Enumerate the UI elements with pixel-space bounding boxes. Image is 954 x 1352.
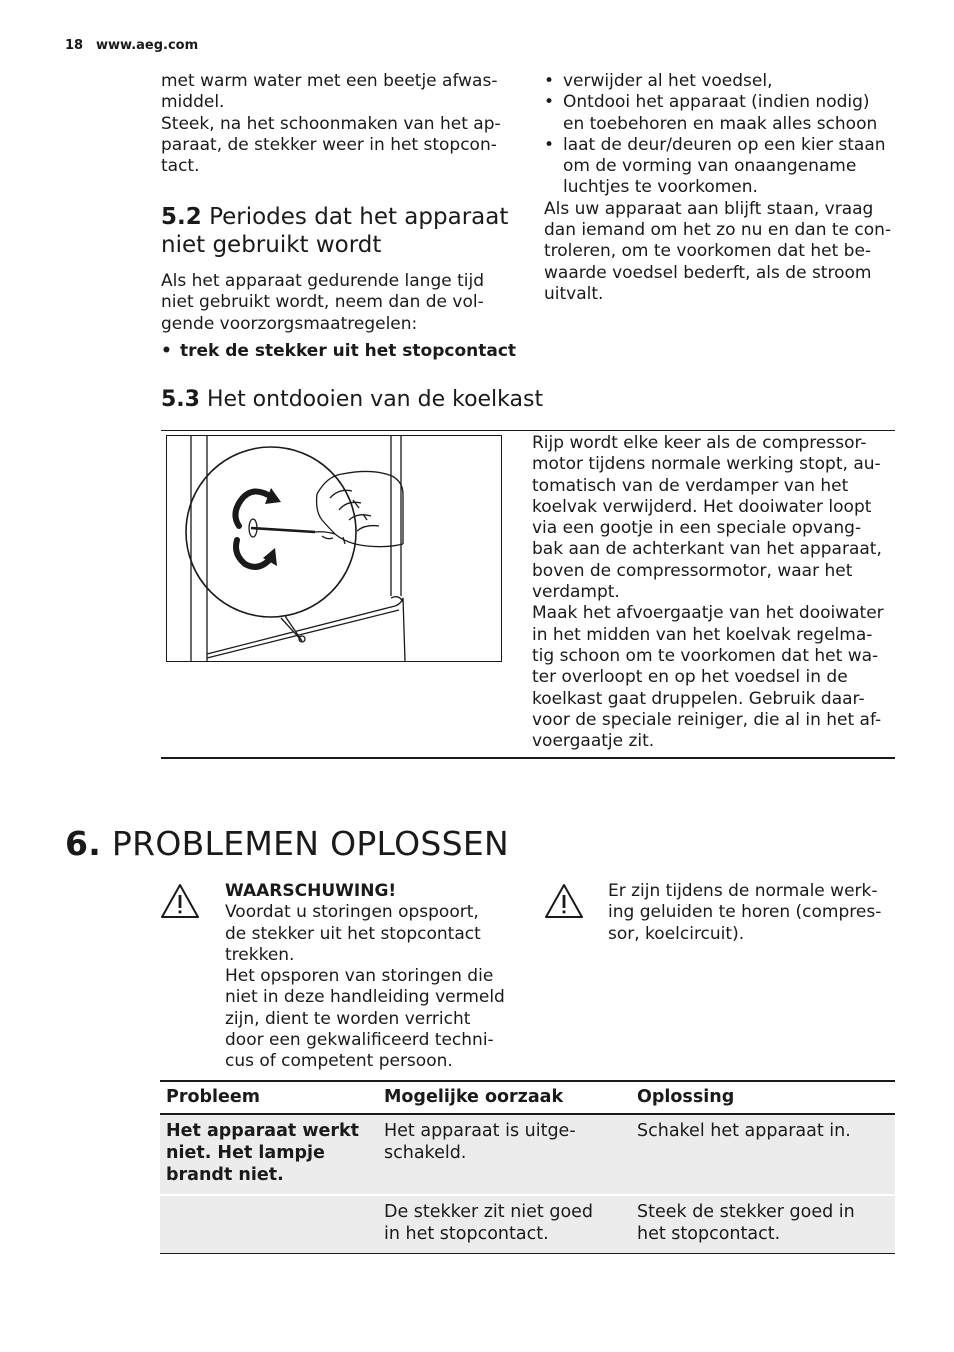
- text-line: sor, koelcircuit).: [608, 923, 745, 944]
- text-line: ter overloopt en op het voedsel in de: [532, 667, 848, 688]
- warning-triangle-icon: [544, 883, 584, 919]
- text-line: zijn, dient te worden verricht: [225, 1008, 471, 1029]
- text-line: niet in deze handleiding vermeld: [225, 987, 505, 1008]
- text-line: in het midden van het koelvak regelma-: [532, 624, 873, 645]
- page-number: 18: [65, 38, 84, 53]
- text-line: voergaatje zit.: [532, 731, 655, 752]
- text-line: dan iemand om het zo nu en dan te con-: [544, 220, 892, 241]
- text-line: motor tijdens normale werking stopt, au-: [532, 454, 881, 475]
- defrost-drawing-svg: [167, 436, 501, 661]
- text-line: tig schoon om te voorkomen dat het wa-: [532, 645, 879, 666]
- warning-block: [225, 881, 525, 1073]
- section-5-3-text: [532, 433, 902, 752]
- text-line: Maak het afvoergaatje van het dooiwater: [532, 603, 884, 624]
- problem-cell: [160, 1195, 378, 1254]
- text-line: niet gebruikt wordt, neem dan de vol-: [161, 292, 484, 313]
- text-line: Er zijn tijdens de normale werk-: [608, 881, 878, 901]
- table-row: [160, 1195, 895, 1254]
- text-line: voor de speciale reiniger, die al in het af-: [532, 709, 882, 730]
- column-header-problem: Probleem: [160, 1081, 378, 1114]
- section-5-2-heading: [161, 203, 521, 259]
- cause-cell: Het apparaat is uitge- schakeld.: [378, 1114, 631, 1195]
- right-top-text: [544, 71, 904, 305]
- text-line: troleren, om te voorkomen dat het be-: [544, 241, 872, 262]
- bullet-item: • verwijder al het voedsel,: [544, 71, 904, 92]
- text-line: trekken.: [225, 944, 295, 965]
- text-line: verdampt.: [532, 582, 620, 603]
- section-number: 5.2: [161, 204, 202, 230]
- warning-triangle-icon: [160, 883, 200, 919]
- section-number: 6.: [65, 824, 102, 863]
- column-header-solution: Oplossing: [631, 1081, 895, 1114]
- text-line: uitvalt.: [544, 283, 604, 304]
- text-line: Rijp wordt elke keer als de compressor-: [532, 433, 867, 453]
- text-line: door een gekwalificeerd techni-: [225, 1030, 494, 1051]
- text-line: middel.: [161, 92, 225, 113]
- header-url: www.aeg.com: [96, 38, 199, 53]
- section-6-heading: [65, 824, 765, 864]
- section-number: 5.3: [161, 387, 200, 412]
- section-5-3-heading: [161, 386, 761, 414]
- section-rule-bottom: [161, 757, 895, 759]
- warning-title: WAARSCHUWING!: [225, 881, 397, 901]
- troubleshooting-table: [160, 1080, 895, 1254]
- text-line: Als uw apparaat aan blijft staan, vraag: [544, 198, 874, 219]
- problem-cell: Het apparaat werkt niet. Het lampje brandt niet.: [160, 1114, 378, 1195]
- text-line: via een gootje in een speciale opvang-: [532, 518, 862, 539]
- text-line: cus of competent persoon.: [225, 1051, 453, 1072]
- text-line: koelvak verwijderd. Het dooiwater loopt: [532, 496, 872, 517]
- note-block: [608, 881, 898, 945]
- text-line: Steek, na het schoonmaken van het ap-: [161, 113, 501, 134]
- bullet-item: • laat de deur/deuren op een kier staan om de vorming van onaangename luchtjes te voorkomen.: [544, 135, 904, 199]
- text-line: Voordat u storingen opspoort,: [225, 902, 479, 923]
- table-row: [160, 1114, 895, 1195]
- section-5-2-bullet: [161, 341, 521, 362]
- table-header-row: [160, 1081, 895, 1114]
- text-line: paraat, de stekker weer in het stopcon-: [161, 134, 497, 155]
- section-title: Het ontdooien van de koelkast: [206, 387, 544, 412]
- text-line: tact.: [161, 156, 200, 177]
- defrost-illustration: [166, 435, 502, 662]
- solution-cell: Schakel het apparaat in.: [631, 1114, 895, 1195]
- text-line: tomatisch van de verdamper van het: [532, 475, 849, 496]
- column-header-cause: Mogelijke oorzaak: [378, 1081, 631, 1114]
- section-title: PROBLEMEN OPLOSSEN: [111, 824, 509, 863]
- section-title-line2: niet gebruikt wordt: [161, 232, 382, 258]
- left-top-text: [161, 71, 511, 177]
- text-line: waarde voedsel bederft, als de stroom: [544, 262, 872, 283]
- section-5-2-intro: [161, 271, 511, 335]
- text-line: koelkast gaat druppelen. Gebruik daar-: [532, 688, 865, 709]
- text-line: gende voorzorgsmaatregelen:: [161, 313, 418, 334]
- cause-cell: De stekker zit niet goed in het stopcontact.: [378, 1195, 631, 1254]
- bullet-item: • Ontdooi het apparaat (indien nodig) en toebehoren en maak alles schoon: [544, 92, 904, 135]
- solution-cell: Steek de stekker goed in het stopcontact.: [631, 1195, 895, 1254]
- text-line: Als het apparaat gedurende lange tijd: [161, 271, 485, 291]
- text-line: met warm water met een beetje afwas-: [161, 71, 498, 91]
- bullet-item: • trek de stekker uit het stopcontact: [161, 341, 521, 362]
- text-line: de stekker uit het stopcontact: [225, 923, 481, 944]
- text-line: Het opsporen van storingen die: [225, 966, 494, 987]
- text-line: bak aan de achterkant van het apparaat,: [532, 539, 882, 560]
- text-line: ing geluiden te horen (compres-: [608, 902, 882, 923]
- section-title: Periodes dat het apparaat: [209, 204, 509, 230]
- text-line: boven de compressormotor, waar het: [532, 560, 853, 581]
- section-rule-top: [161, 430, 895, 431]
